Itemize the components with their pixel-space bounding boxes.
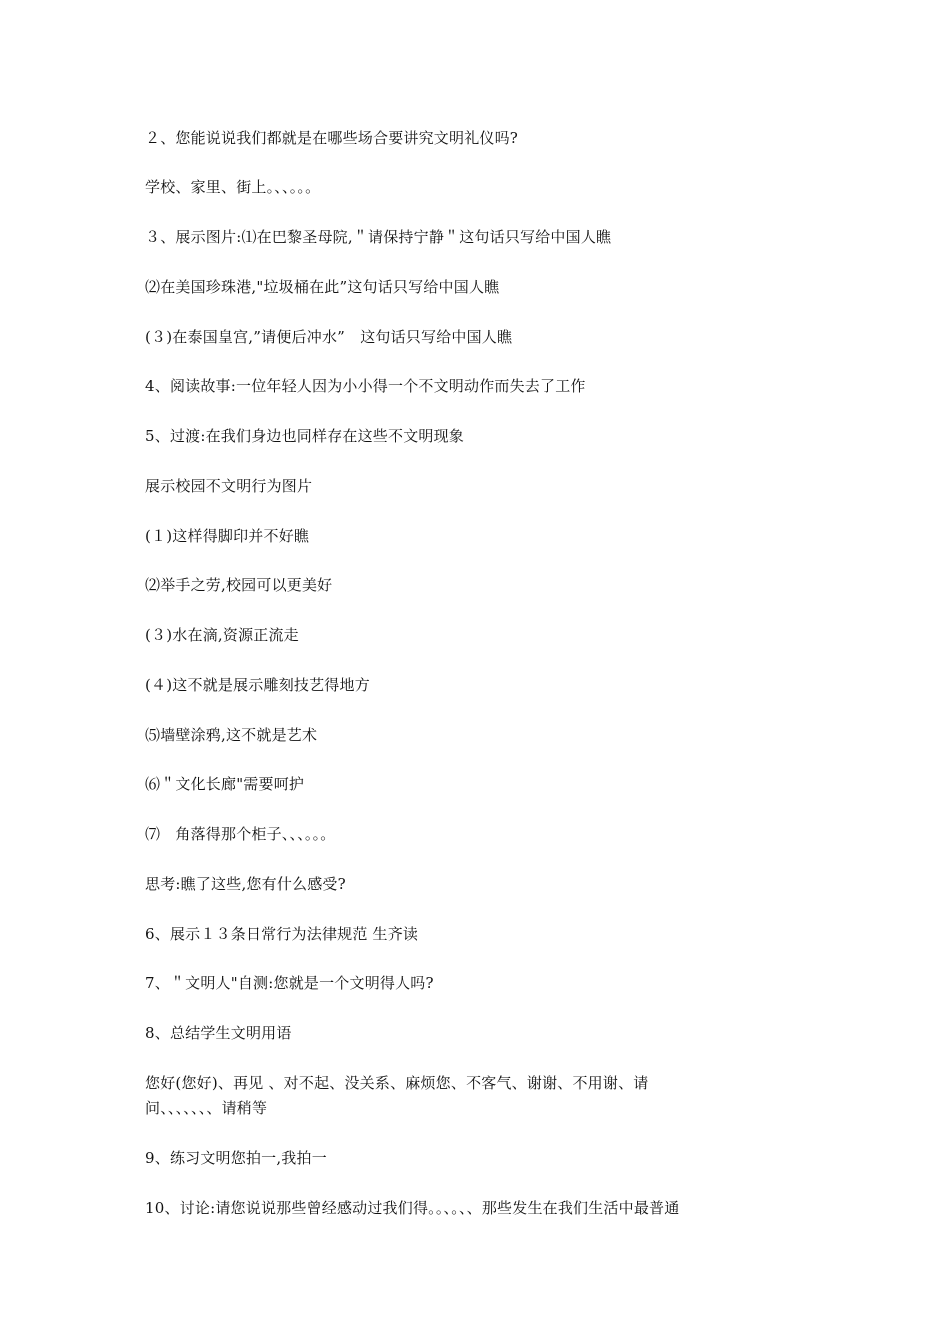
text-line-16: 思考:瞧了这些,您有什么感受? [145,875,346,893]
text-line-5: (３)在泰国皇宫,”请便后冲水” 这句话只写给中国人瞧 [145,328,513,346]
text-line-6: 4、阅读故事:一位年轻人因为小小得一个不文明动作而失去了工作 [145,377,586,395]
text-line-21: 问、、、、、、、请稍等 [145,1099,268,1117]
text-line-14: ⑹＂文化长廊"需要呵护 [145,775,305,793]
text-line-12: (４)这不就是展示雕刻技艺得地方 [145,676,370,694]
text-line-22: 9、练习文明您拍一,我拍一 [145,1149,327,1167]
text-line-13: ⑸墙壁涂鸦,这不就是艺术 [145,726,318,744]
text-line-15: ⑺ 角落得那个柜子、、、。。。 [145,825,336,843]
text-line-19: 8、总结学生文明用语 [145,1024,292,1042]
text-line-18: 7、＂文明人"自测:您就是一个文明得人吗? [145,974,434,992]
text-line-17: 6、展示１３条日常行为法律规范 生齐读 [145,925,419,943]
text-line-4: ⑵在美国珍珠港,"垃圾桶在此”这句话只写给中国人瞧 [145,278,500,296]
text-line-11: (３)水在滴,资源正流走 [145,626,299,644]
text-line-2: 学校、家里、街上。、、。。。 [145,178,321,196]
text-line-7: 5、过渡:在我们身边也同样存在这些不文明现象 [145,427,464,445]
text-line-3: ３、展示图片:⑴在巴黎圣母院,＂请保持宁静＂这句话只写给中国人瞧 [145,228,612,246]
text-line-9: (１)这样得脚印并不好瞧 [145,527,310,545]
text-line-23: 10、讨论:请您说说那些曾经感动过我们得。。、。、、那些发生在我们生活中最普通 [145,1199,680,1217]
text-line-8: 展示校园不文明行为图片 [145,477,313,495]
text-line-20: 您好(您好)、再见 、对不起、没关系、麻烦您、不客气、谢谢、不用谢、请 [145,1074,649,1092]
text-line-1: ２、您能说说我们都就是在哪些场合要讲究文明礼仪吗? [145,129,519,147]
text-line-10: ⑵举手之劳,校园可以更美好 [145,576,333,594]
